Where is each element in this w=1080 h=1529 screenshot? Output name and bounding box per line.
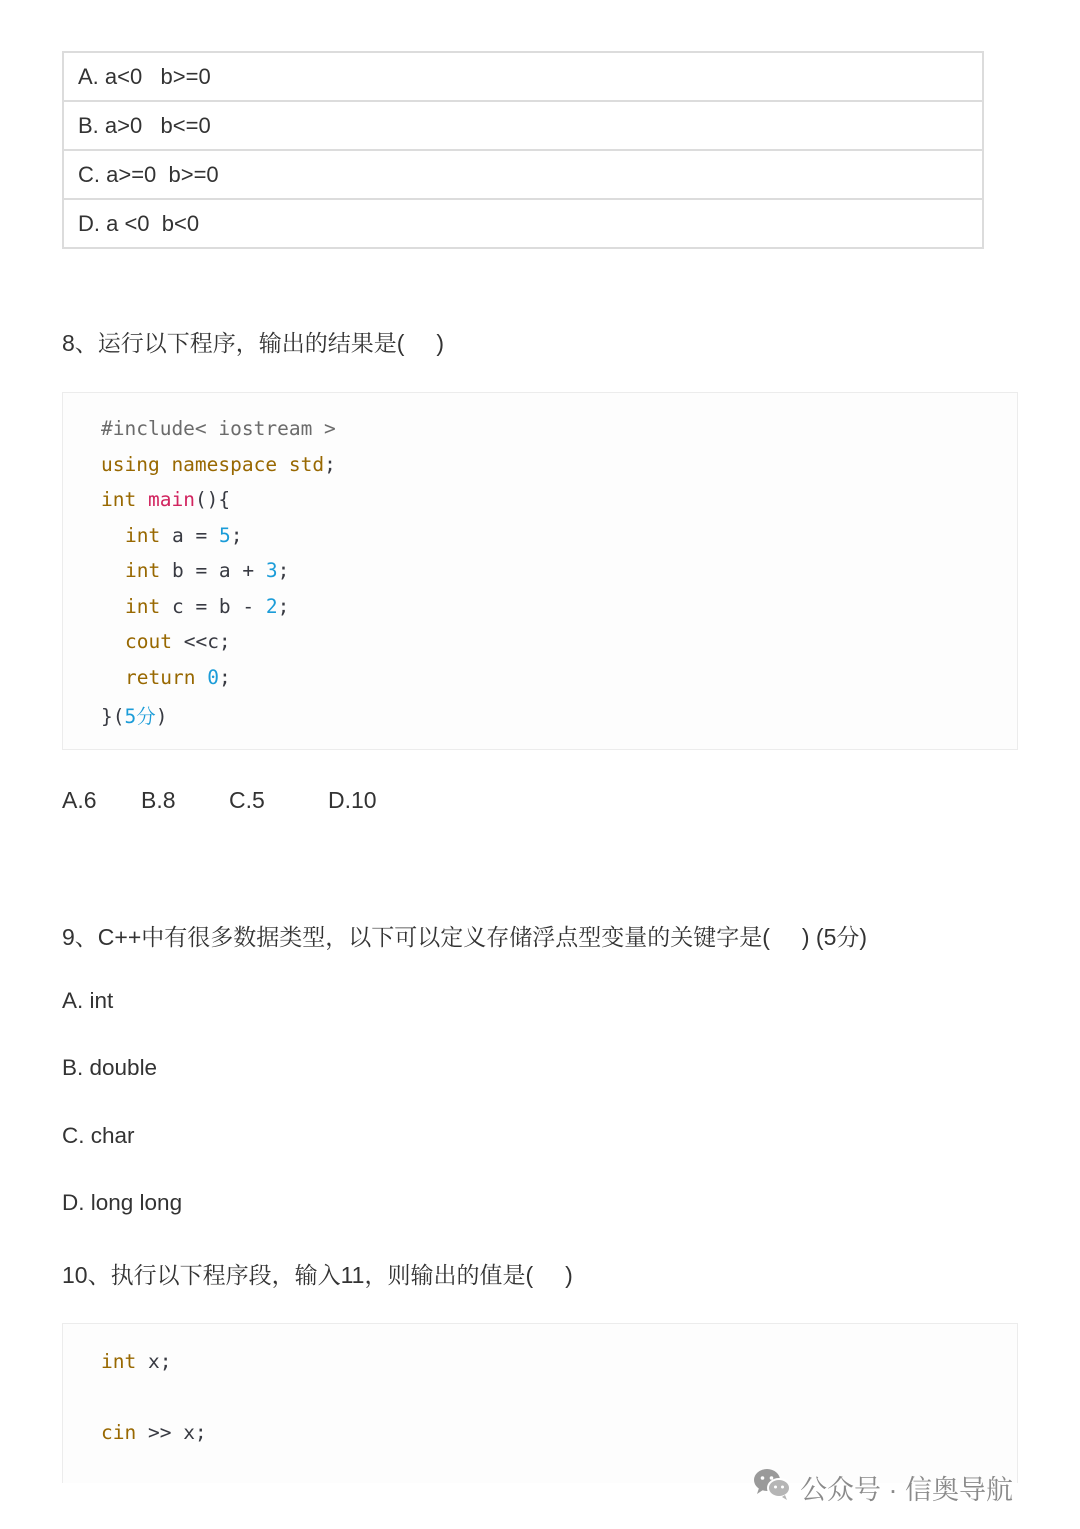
watermark [752,1467,1013,1507]
wechat-icon [752,1466,792,1509]
code-keyword: cin [101,1421,137,1444]
question-8-text: 8、运行以下程序，输出的结果是( ) [62,330,445,356]
q9-option-b: B. double [62,1055,158,1080]
code-number: 5 [124,705,137,728]
code-text: x; [136,1350,172,1373]
code-line-close [101,701,168,729]
answer-a: A.6 [62,787,97,813]
code-text: 分 [136,705,156,728]
code-line-using [101,453,336,476]
answer-d: D.10 [328,787,377,813]
code-line-include: #include< iostream > [101,417,336,440]
code-line-main [101,488,230,511]
question-9-text: 9、C++中有很多数据类型，以下可以定义存储浮点型变量的关键字是( ) (5分) [62,924,868,950]
q9-option-d: D. long long [62,1190,183,1215]
code-line-int-c [125,595,289,618]
code-keyword: int [101,1350,137,1373]
code-number: 2 [265,595,278,618]
code-punct: ) [155,705,168,728]
code-block-q10 [62,1323,1018,1483]
code-keyword: using namespace std [101,453,325,476]
code-keyword: int [125,595,161,618]
code-line-return [125,666,231,689]
options-table [62,51,984,249]
option-c: C. a>=0 b>=0 [64,151,982,200]
answer-c: C.5 [229,787,265,813]
code-punct: ; [230,524,243,547]
code-text: <<c; [171,630,231,653]
code-number: 0 [207,666,219,689]
code-line-int-b [125,559,289,582]
code-keyword: int [125,524,161,547]
code-keyword: cout [125,630,172,653]
code-punct: ; [324,453,336,476]
q9-option-a: A. int [62,988,114,1013]
code-punct: }( [101,705,125,728]
code-number: 5 [218,524,231,547]
code-line-cout [125,630,231,653]
code-line-int-x [101,1350,171,1373]
code-text [195,666,207,689]
answer-b: B.8 [141,787,176,813]
code-text: >> x; [136,1421,207,1444]
code-punct: ; [218,666,231,689]
question-10-text: 10、执行以下程序段，输入11，则输出的值是( ) [62,1262,573,1288]
code-number: 3 [265,559,278,582]
code-line-int-a [125,524,242,547]
code-text: c = b - [160,595,266,618]
option-d: D. a <0 b<0 [78,211,200,236]
code-keyword: int [125,559,161,582]
code-keyword: return [125,666,196,689]
option-a: A. a<0 b>=0 [64,53,982,102]
code-line-cin [101,1421,207,1444]
code-punct: (){ [194,488,231,511]
code-text: b = a + [160,559,266,582]
code-keyword: int [101,488,148,511]
code-punct: ; [277,559,290,582]
code-block-q8 [62,392,1018,750]
watermark-text: 公众号 · 信奥导航 [800,1474,1013,1505]
code-punct: ; [277,595,290,618]
q9-option-c: C. char [62,1123,135,1148]
code-function-name: main [147,488,195,511]
code-text: a = [160,524,219,547]
option-b: B. a>0 b<=0 [64,102,982,151]
